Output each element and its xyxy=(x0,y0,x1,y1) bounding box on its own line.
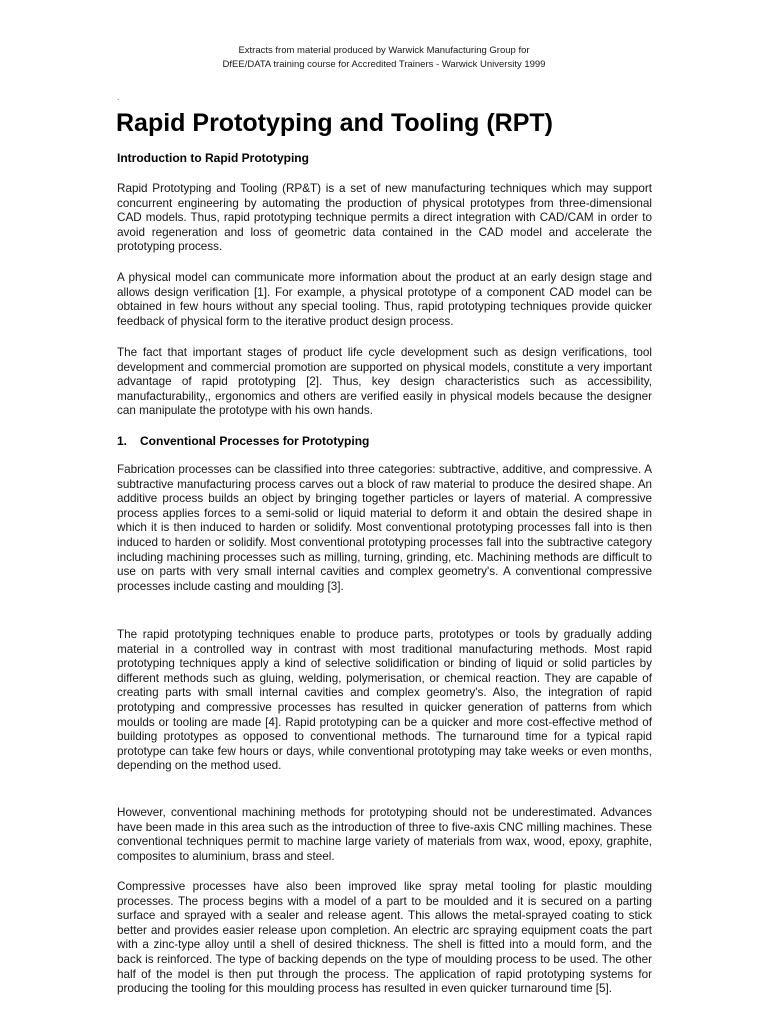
section-1-paragraph-4: Compressive processes have also been improved like spray metal tooling for plastic moulding processes. The process begins with a model of a part to be moulded and it is secured on a parting surface and sprayed with a sealer and release agent. This allows the metal-sprayed coating to stick better and provides easier release upon completion. An electric arc spraying equipment coats the part with a zinc-type alloy until a shell of desired thickness. The shell is fitted into a mould form, and the back is reinforced. The type of backing depends on the type of moulding process to be used. The other half of the model is then put through the process. The application of rapid prototyping systems for producing the tooling for this moulding process has resulted in even quicker turnaround time [5]. xyxy=(117,880,652,996)
section-1-paragraph-1: Fabrication processes can be classified into three categories: subtractive, additive, and compressive. A subtractive manufacturing process carves out a block of raw material to produce the desired shape. An additive process builds an object by bringing together particles or layers of material. A compressive process applies forces to a semi-solid or liquid material to deform it and obtain the desired shape in which it is then induced to harden or solidify. Most conventional prototyping processes fall into is then induced to harden or solidify. Most conventional prototyping processes fall into the subtractive category including machining processes such as milling, turning, grinding, etc. Machining methods are difficult to use on parts with very small internal cavities and complex geometry's. A conventional compressive processes include casting and moulding [3]. xyxy=(117,463,652,593)
stray-mark: . xyxy=(117,93,120,102)
section-1-paragraph-2: The rapid prototyping techniques enable to produce parts, prototypes or tools by gradually adding material in a controlled way in contrast with most traditional manufacturing methods. Most rapid prototyping techniques apply a kind of selective solidification or binding of liquid or solid particles by different methods such as gluing, welding, polymerisation, or chemical reaction. They are capable of creating parts with small internal cavities and complex geometry's. Also, the integration of rapid prototyping and compressive processes has resulted in quicker generation of patterns from which moulds or tooling are made [4]. Rapid prototyping can be a quicker and more cost-effective method of building prototypes as opposed to conventional methods. The turnaround time for a typical rapid prototype can take few hours or days, while conventional prototyping may take weeks or even months, depending on the method used. xyxy=(117,628,652,773)
intro-heading: Introduction to Rapid Prototyping xyxy=(117,151,309,165)
intro-paragraph-1: Rapid Prototyping and Tooling (RP&T) is a set of new manufacturing techniques which may support concurrent engineering by automating the production of physical prototypes from three-dimensional CAD models. Thus, rapid prototyping technique permits a direct integration with CAD/CAM in order to avoid regeneration and loss of geometric data contained in the CAD model and accelerate the prototyping process. xyxy=(117,182,652,254)
intro-paragraph-3: The fact that important stages of product life cycle development such as design verifications, tool development and commercial promotion are supported on physical models, constitute a very important advantage of rapid prototyping [2]. Thus, key design characteristics such as accessibility, manufacturability,, ergonomics and others are verified easily in physical models because the designer can manipulate the prototype with his own hands. xyxy=(117,346,652,418)
section-1-paragraph-3: However, conventional machining methods for prototyping should not be underestimated. Advances have been made in this area such as the introduction of three to five-axis CNC milling machines. These conventional techniques permit to machine large variety of materials from wax, wood, epoxy, graphite, composites to aluminium, brass and steel. xyxy=(117,806,652,863)
document-title: Rapid Prototyping and Tooling (RPT) xyxy=(116,109,553,137)
section-1-number: 1. xyxy=(117,434,128,448)
header-note-line-1: Extracts from material produced by Warwick Manufacturing Group for xyxy=(238,45,530,56)
section-1-heading xyxy=(117,434,369,449)
header-note-line-2: DfEE/DATA training course for Accredited Trainers - Warwick University 1999 xyxy=(222,59,546,70)
section-1-title: Conventional Processes for Prototyping xyxy=(140,434,370,448)
intro-paragraph-2: A physical model can communicate more information about the product at an early design stage and allows design verification [1]. For example, a physical prototype of a component CAD model can be obtained in few hours without any special tooling. Thus, rapid prototyping techniques provide quicker feedback of physical form to the iterative product design process. xyxy=(117,271,652,328)
